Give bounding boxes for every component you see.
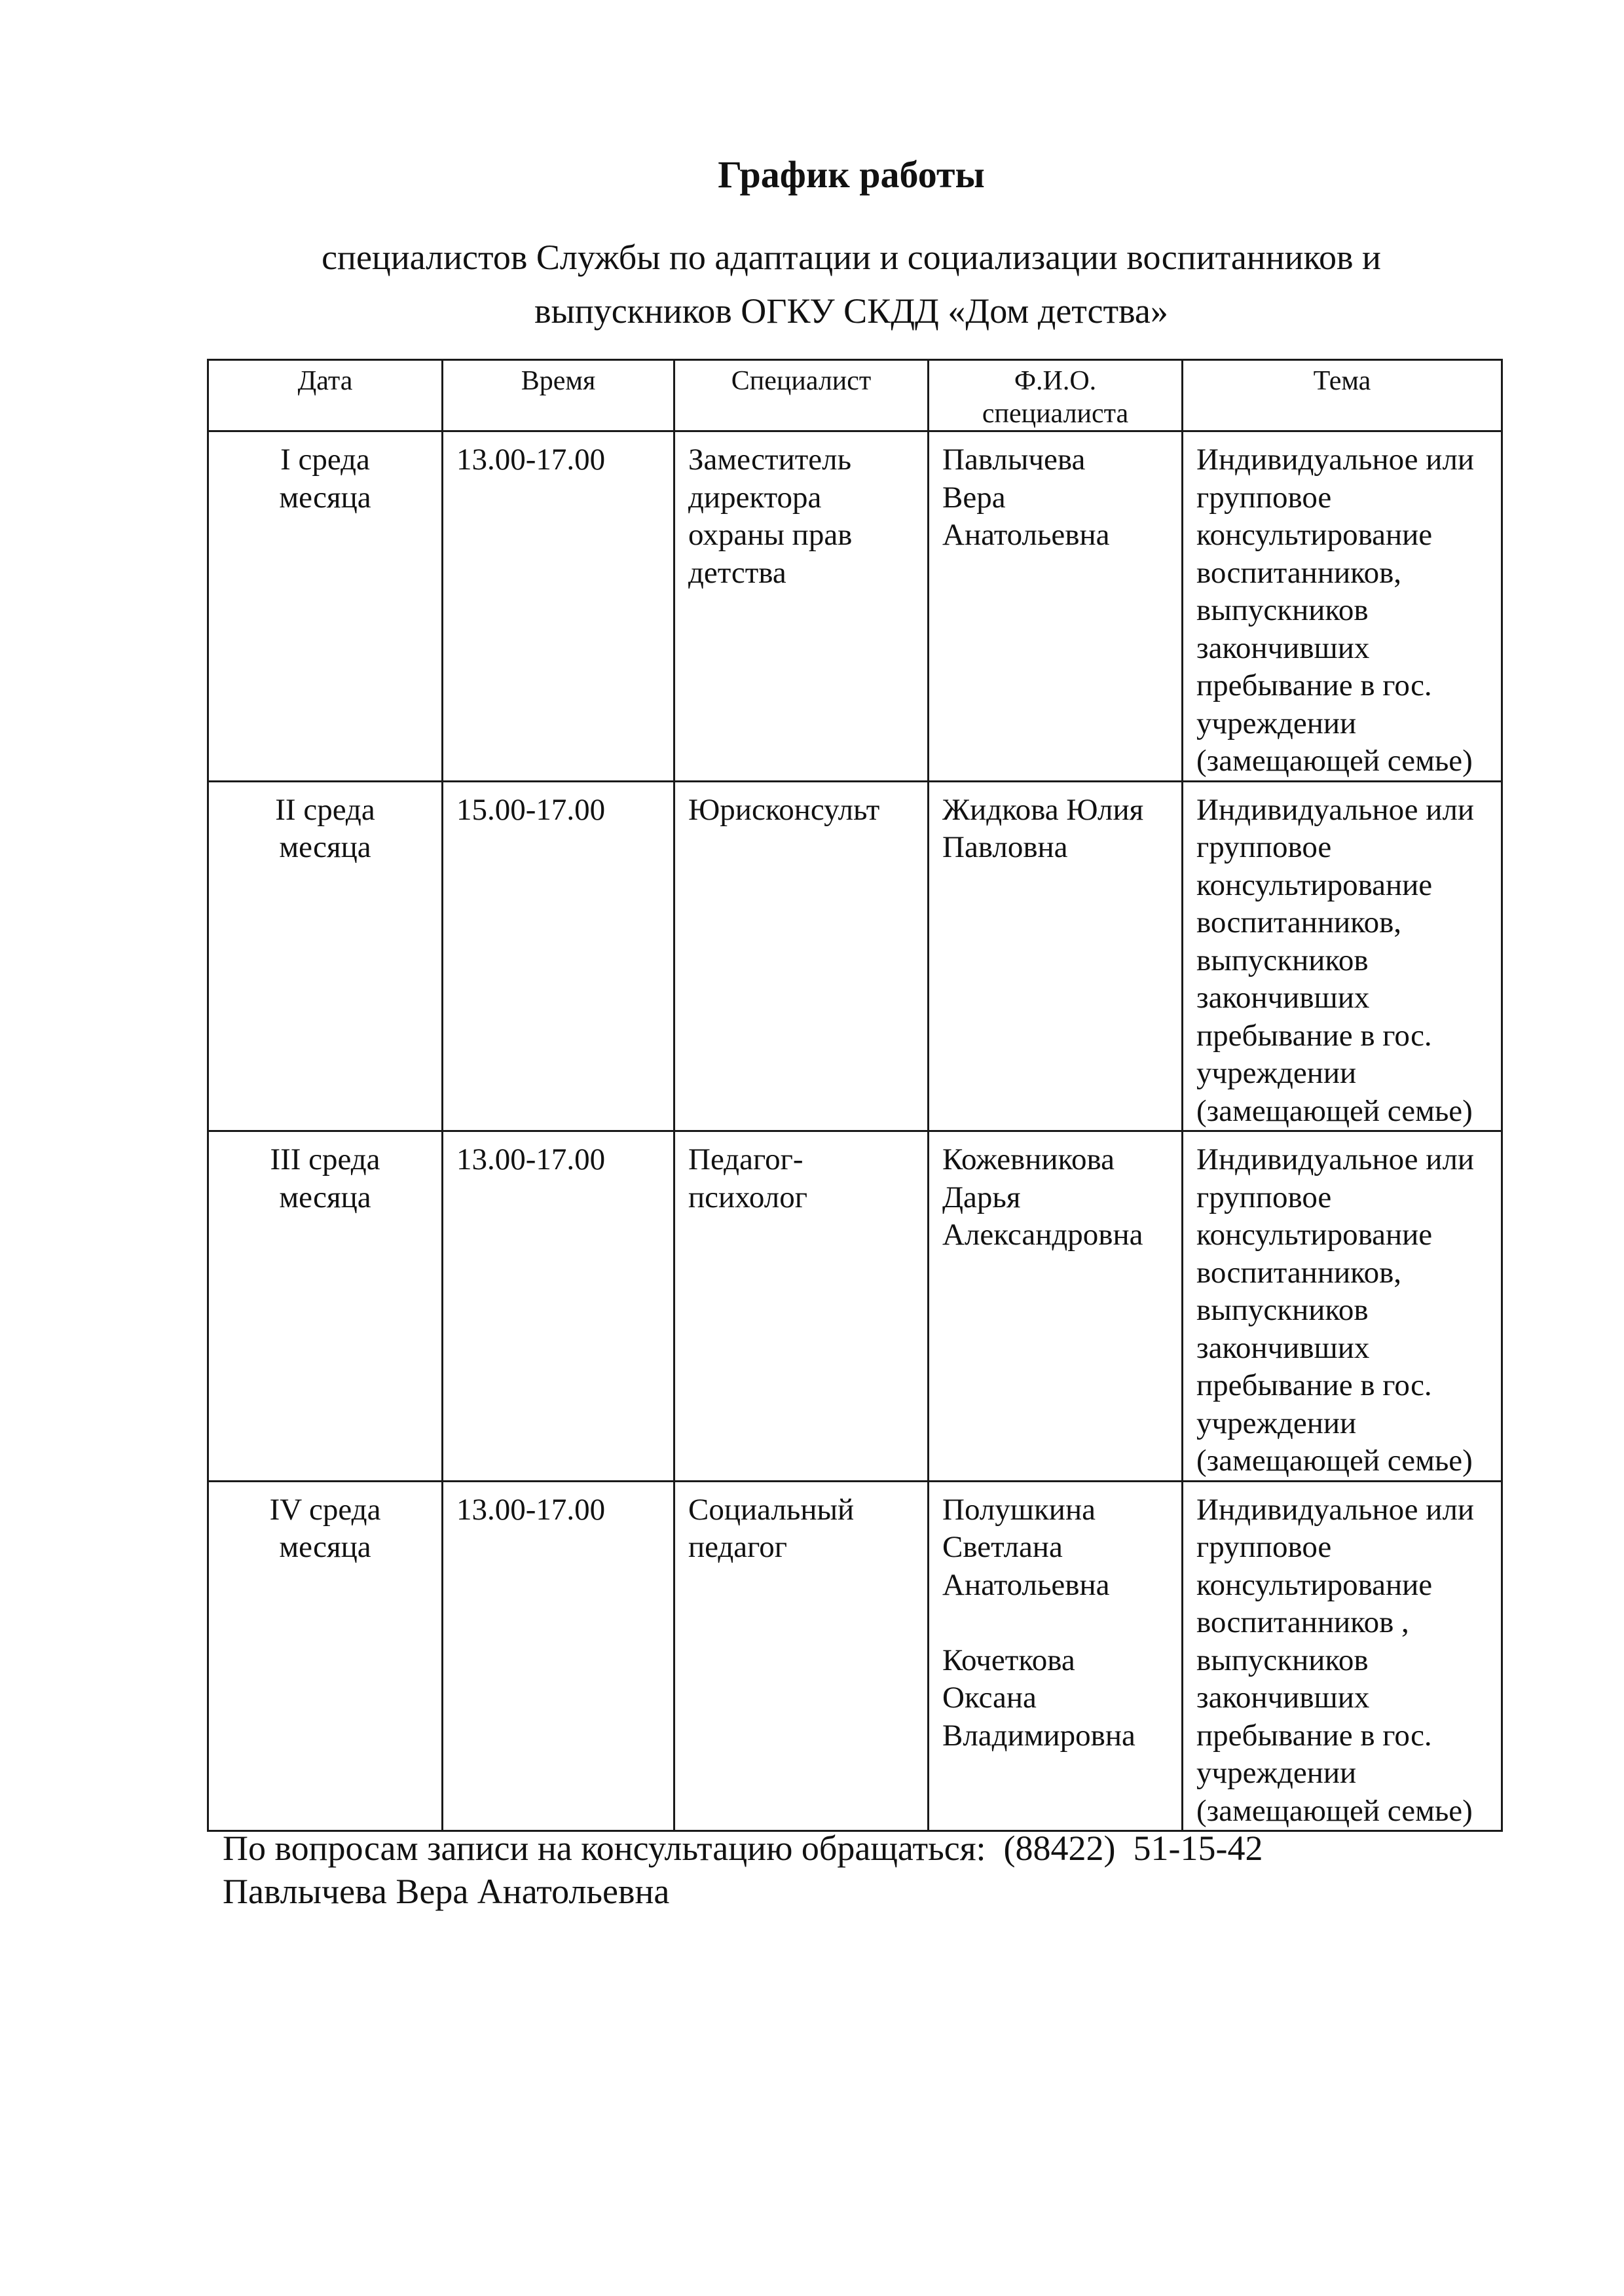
- table-row: [208, 1481, 1502, 1831]
- cell-name: Полушкина Светлана Анатольевна Кочеткова Оксана Владимировна: [929, 1481, 1183, 1831]
- document-title: График работы: [718, 153, 985, 196]
- cell-time: 13.00-17.00: [443, 1131, 674, 1482]
- document-subtitle: [249, 230, 1454, 338]
- cell-date: II среда месяца: [208, 781, 443, 1131]
- contact-line-person: Павлычева Вера Анатольевна: [223, 1872, 670, 1911]
- header-time: Время: [443, 360, 674, 431]
- cell-time: 13.00-17.00: [443, 431, 674, 782]
- cell-specialist: Заместитель директора охраны прав детства: [674, 431, 929, 782]
- schedule-table: [207, 359, 1503, 1832]
- cell-date: IV среда месяца: [208, 1481, 443, 1831]
- table-header-row: [208, 360, 1502, 431]
- contact-info: [223, 1827, 1532, 1913]
- cell-topic: Индивидуальное или групповое консультирование воспитанников, выпускников закончивших пребывание в гос. учреждении (замещающей семье): [1183, 1131, 1502, 1482]
- cell-specialist: Педагог- психолог: [674, 1131, 929, 1482]
- cell-time: 13.00-17.00: [443, 1481, 674, 1831]
- cell-date: I среда месяца: [208, 431, 443, 782]
- table-row: [208, 431, 1502, 782]
- header-date: Дата: [208, 360, 443, 431]
- table-row: [208, 781, 1502, 1131]
- subtitle-line-1: специалистов Службы по адаптации и социализации воспитанников и: [322, 238, 1381, 277]
- cell-date: III среда месяца: [208, 1131, 443, 1482]
- cell-time: 15.00-17.00: [443, 781, 674, 1131]
- cell-name: Кожевникова Дарья Александровна: [929, 1131, 1183, 1482]
- cell-name: Жидкова Юлия Павловна: [929, 781, 1183, 1131]
- header-specialist: Специалист: [674, 360, 929, 431]
- cell-topic: Индивидуальное или групповое консультирование воспитанников, выпускников закончивших пребывание в гос. учреждении (замещающей семье): [1183, 781, 1502, 1131]
- table-row: [208, 1131, 1502, 1482]
- cell-name: Павлычева Вера Анатольевна: [929, 431, 1183, 782]
- header-topic: Тема: [1183, 360, 1502, 431]
- cell-specialist: Юрисконсульт: [674, 781, 929, 1131]
- cell-specialist: Социальный педагог: [674, 1481, 929, 1831]
- contact-line-phone: По вопросам записи на консультацию обращаться: (88422) 51-15-42: [223, 1829, 1263, 1868]
- header-name: Ф.И.О. специалиста: [929, 360, 1183, 431]
- cell-topic: Индивидуальное или групповое консультирование воспитанников , выпускников закончивших пребывание в гос. учреждении (замещающей семье): [1183, 1481, 1502, 1831]
- cell-topic: Индивидуальное или групповое консультирование воспитанников, выпускников закончивших пребывание в гос. учреждении (замещающей семье): [1183, 431, 1502, 782]
- subtitle-line-2: выпускников ОГКУ СКДД «Дом детства»: [534, 291, 1168, 331]
